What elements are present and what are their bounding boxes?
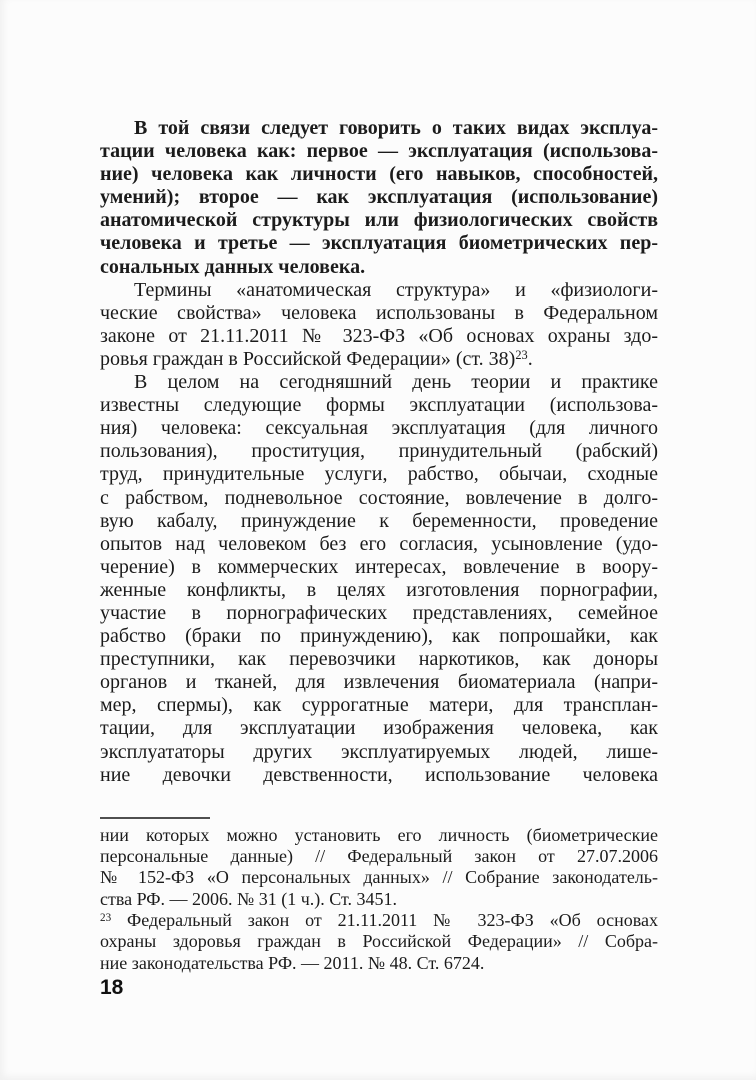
text-line [100, 232, 658, 255]
text-segment: тации человека как: первое — эксплуатация (использова- [100, 140, 658, 163]
footnote [100, 825, 658, 910]
text-segment: умений); второе — как эксплуатация (использование) [100, 186, 658, 209]
text-segment: № 152-ФЗ «О персональных данных» // Собрание законодатель- [100, 867, 658, 888]
text-segment: ровья граждан в Российской Федерации» (ст. 38) [100, 347, 516, 370]
text-line [100, 533, 658, 556]
text-line [100, 953, 658, 974]
text-line [100, 556, 658, 579]
footnotes-block [100, 825, 658, 974]
text-segment: известны следующие формы эксплуатации (использова- [100, 394, 658, 417]
text-segment: вую кабалу, принуждение к беременности, проведение [100, 509, 658, 532]
text-line [100, 348, 658, 371]
text-segment: ческие свойства» человека использованы в Федеральном [100, 301, 658, 324]
text-line [100, 256, 658, 279]
text-line [100, 867, 658, 888]
text-line [100, 117, 658, 140]
text-segment: В той связи следует говорить о таких видах эксплуа- [134, 117, 658, 139]
text-line [100, 846, 658, 867]
text-segment: ние законодательства РФ. — 2011. № 48. Ст. 6724. [100, 952, 485, 973]
text-line [100, 487, 658, 510]
text-segment: ние девочки девственности, использование человека [100, 763, 658, 786]
text-line [100, 825, 658, 846]
text-segment: ние) человека как личности (его навыков, способностей, [100, 163, 658, 186]
text-segment: труд, принудительные услуги, рабство, обычаи, сходные [100, 463, 658, 486]
text-line [100, 671, 658, 694]
text-segment: охраны здоровья граждан в Российской Федерации» // Собра- [100, 931, 658, 952]
text-line [100, 417, 658, 440]
footnote [100, 910, 658, 974]
paragraph [100, 371, 658, 787]
text-line [100, 717, 658, 740]
text-line [100, 371, 658, 394]
text-segment: человека и третье — эксплуатация биометрических пер- [100, 232, 658, 255]
text-segment: В целом на сегодняшний день теории и практике [134, 371, 658, 394]
text-line [100, 302, 658, 325]
text-segment: эксплуататоры других эксплуатируемых людей, лише- [100, 740, 658, 763]
text-line [100, 931, 658, 952]
text-line [100, 910, 658, 931]
text-segment: черение) в коммерческих интересах, вовлечение в воору- [100, 555, 658, 578]
text-segment: преступники, как перевозчики наркотиков, как доноры [100, 648, 658, 671]
text-line [100, 625, 658, 648]
text-line [100, 741, 658, 764]
text-line [100, 463, 658, 486]
footnote-marker-23: 23 [100, 911, 112, 924]
text-line [100, 209, 658, 232]
text-segment: персональные данные) // Федеральный закон от 27.07.2006 [100, 846, 658, 867]
text-line [100, 186, 658, 209]
text-segment: законе от 21.11.2011 № 323-ФЗ «Об основах охраны здо- [100, 324, 658, 347]
text-segment: мер, спермы), как суррогатные матери, для трансплан- [100, 694, 658, 717]
text-segment: ния) человека: сексуальная эксплуатация (для личного [100, 417, 658, 440]
text-segment: женные конфликты, в целях изготовления порнографии, [100, 578, 658, 601]
text-segment: ства РФ. — 2006. № 31 (1 ч.). Ст. 3451. [100, 888, 398, 909]
paragraph [100, 279, 658, 371]
text-segment: участие в порнографических представлениях, семейное [100, 601, 658, 624]
main-text-block [100, 117, 658, 787]
text-line [100, 648, 658, 671]
text-segment: Федеральный закон от 21.11.2011 № 323-ФЗ «Об основах [111, 909, 658, 930]
text-line [100, 889, 658, 910]
text-segment: нии которых можно установить его личность (биометрические [100, 824, 658, 845]
text-line [100, 694, 658, 717]
paragraph [100, 117, 658, 279]
text-line [100, 140, 658, 163]
text-segment: тации, для эксплуатации изображения человека, как [100, 717, 658, 740]
text-line [100, 163, 658, 186]
text-line [100, 764, 658, 787]
text-segment: анатомической структуры или физиологических свойств [100, 209, 658, 232]
text-line [100, 279, 658, 302]
text-line [100, 579, 658, 602]
text-segment: органов и тканей, для извлечения биоматериала (напри- [100, 671, 658, 694]
text-segment: рабство (браки по принуждению), как попрошайки, как [100, 625, 658, 648]
text-segment: . [527, 347, 533, 370]
text-line [100, 602, 658, 625]
text-line [100, 394, 658, 417]
text-line [100, 510, 658, 533]
text-segment: Термины «анатомическая структура» и «физиологи- [134, 278, 658, 301]
footnote-reference-23: 23 [515, 348, 528, 363]
text-segment: с рабством, подневольное состояние, вовлечение в долго- [100, 486, 658, 509]
page-number: 18 [100, 976, 124, 999]
text-line [100, 325, 658, 348]
text-column [100, 117, 658, 974]
footnote-separator [100, 817, 210, 819]
text-segment: пользования), проституция, принудительный (рабский) [100, 440, 658, 463]
text-segment: опытов над человеком без его согласия, усыновление (удо- [100, 532, 658, 555]
text-segment: сональных данных человека. [100, 255, 366, 278]
text-line [100, 440, 658, 463]
